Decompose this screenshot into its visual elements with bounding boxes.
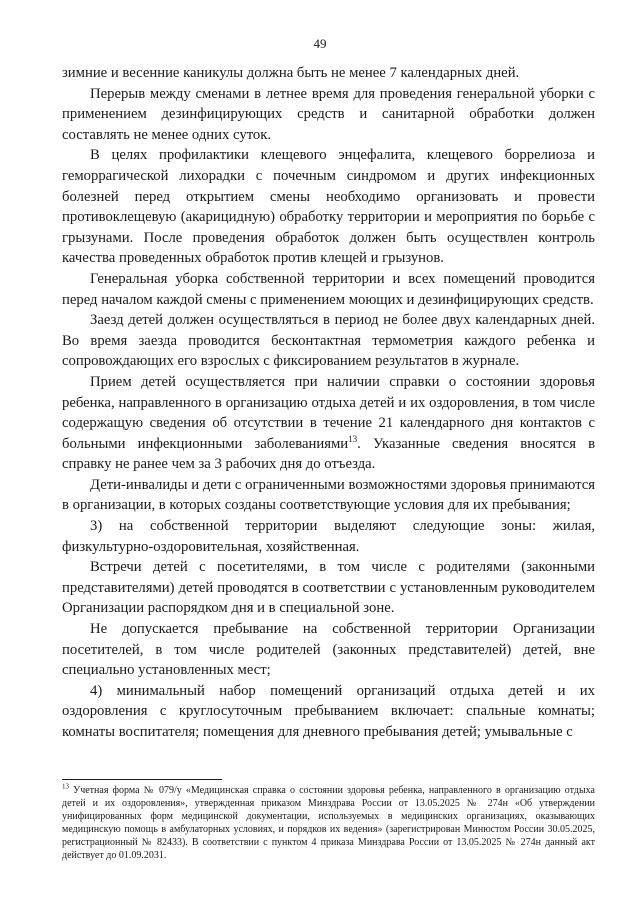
paragraph-2: Перерыв между сменами в летнее время для проведения генеральной уборки с применением дезинфицирующих средств и санитарной обработки должен составлять не менее одних суток.	[62, 85, 595, 143]
paragraph-9: Встречи детей с посетителями, в том числе с родителями (законными представителями) детей проводятся в соответствии с установленным руководителем Организации распорядком дня и в специальной зоне.	[62, 559, 595, 617]
footnote-separator	[62, 779, 222, 780]
document-body	[62, 63, 595, 743]
paragraph-4: Генеральная уборка собственной территории и всех помещений проводится перед началом каждой смены с применением моющих и дезинфицирующих средств.	[62, 270, 595, 308]
footnote-text: Учетная форма № 079/у «Медицинская справка о состоянии здоровья ребенка, направленного в организацию отдыха детей и их оздоровления», утвержденная приказом Минздрава России от 13.05.2025 № 274н «Об утверждении унифицированных форм медицинской документации, используемых в медицинских организациях, оказывающих медицинскую помощь в амбулаторных условиях, и порядков их ведения» (зарегистрирован Минюстом России 30.05.2025, регистрационный № 82433). В соответствии с пунктом 4 приказа Минздрава России от 13.05.2025 № 274н данный акт действует до 01.09.2031.	[62, 785, 595, 862]
paragraph-7: Дети-инвалиды и дети с ограниченными возможностями здоровья принимаются в организации, в которых созданы соответствующие условия для их пребывания;	[62, 476, 595, 514]
paragraph-1: зимние и весенние каникулы должна быть не менее 7 календарных дней.	[62, 65, 520, 81]
footnote-reference[interactable]: 13	[348, 433, 358, 444]
paragraph-6-text-before: Прием детей осуществляется при наличии справки о состоянии здоровья ребенка, направленного в организацию отдыха детей и их оздоровления, в том числе содержащую сведения об отсутствии в течение 21 календарного дня контактов с больными инфекционными заболеваниями	[62, 373, 595, 452]
paragraph-5: Заезд детей должен осуществляться в период не более двух календарных дней. Во время заезда проводится бесконтактная термометрия каждого ребенка и сопровождающих его взрослых с фиксированием результатов в журнале.	[62, 312, 595, 370]
footnote	[62, 784, 595, 863]
paragraph-6-text-after: . Указанные сведения вносятся в справку не ранее чем за 3 рабочих дня до отъезда.	[62, 435, 596, 473]
page-number: 49	[313, 36, 327, 51]
paragraph-3: В целях профилактики клещевого энцефалита, клещевого боррелиоза и геморрагической лихорадки с почечным синдромом и других инфекционных болезней перед открытием смены необходимо организовать и провести противоклещевую (акарицидную) обработку территории и мероприятия по борьбе с грызунами. После проведения обработок должен быть осуществлен контроль качества проведенных обработок против клещей и грызунов.	[62, 147, 595, 267]
paragraph-8: 3) на собственной территории выделяют следующие зоны: жилая, физкультурно-оздоровительная, хозяйственная.	[62, 518, 595, 555]
footnote-number: 13	[62, 782, 69, 791]
paragraph-11: 4) минимальный набор помещений организаций отдыха детей и их оздоровления с круглосуточным пребыванием включает: спальные комнаты; комнаты воспитателя; помещения для дневного пребывания детей; умывальные с	[62, 682, 595, 740]
paragraph-10: Не допускается пребывание на собственной территории Организации посетителей, в том числе родителей (законных представителей) детей, вне специально установленных мест;	[62, 621, 595, 679]
paragraph-6	[62, 372, 595, 475]
footnote-13	[62, 784, 595, 863]
